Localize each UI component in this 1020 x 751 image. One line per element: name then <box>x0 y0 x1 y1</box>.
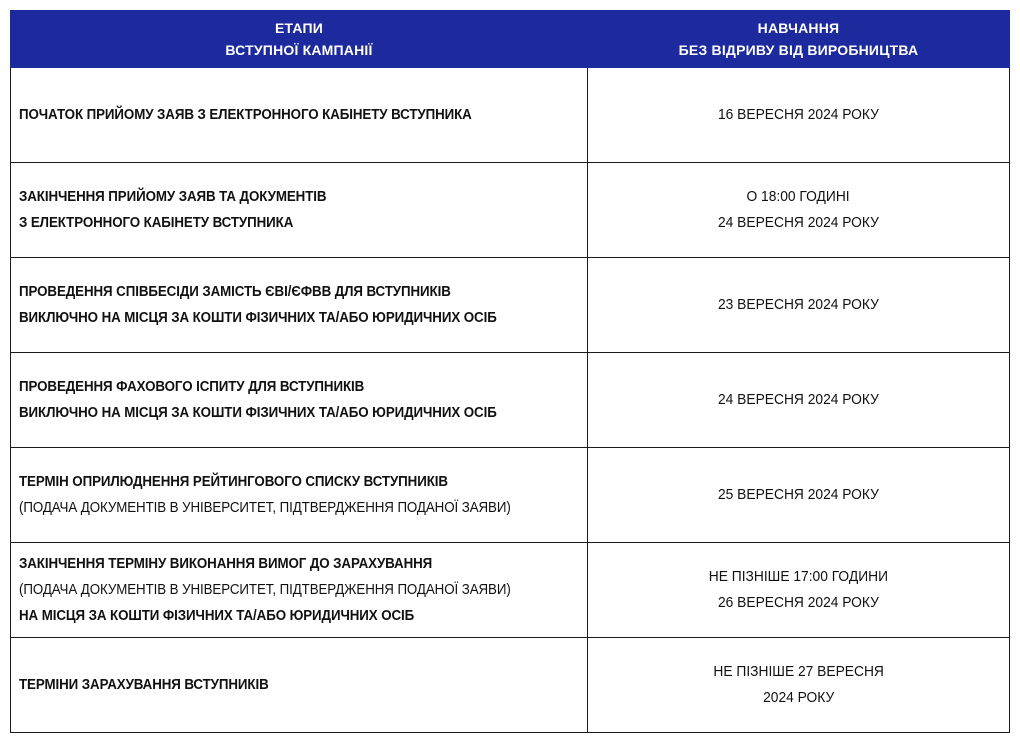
date-text: НЕ ПІЗНІШЕ 27 ВЕРЕСНЯ <box>713 663 884 680</box>
stage-text: ТЕРМІН ОПРИЛЮДНЕННЯ РЕЙТИНГОВОГО СПИСКУ ВСТУПНИКІВ <box>19 474 448 490</box>
header-stages-line1: ЕТАПИ <box>274 20 324 36</box>
table-row <box>11 68 1010 163</box>
header-study-mode-line2: БЕЗ ВІДРИВУ ВІД ВИРОБНИЦТВА <box>678 42 919 58</box>
date-cell <box>588 258 1010 353</box>
stage-text: НА МІСЦЯ ЗА КОШТИ ФІЗИЧНИХ ТА/АБО ЮРИДИЧНИХ ОСІБ <box>19 608 415 624</box>
header-study-mode <box>588 11 1010 68</box>
stage-cell <box>11 448 588 543</box>
date-text: 16 ВЕРЕСНЯ 2024 РОКУ <box>718 106 879 123</box>
date-cell <box>588 163 1010 258</box>
date-text: 23 ВЕРЕСНЯ 2024 РОКУ <box>718 296 879 313</box>
date-text: 24 ВЕРЕСНЯ 2024 РОКУ <box>718 391 879 408</box>
stage-text: ПРОВЕДЕННЯ ФАХОВОГО ІСПИТУ ДЛЯ ВСТУПНИКІВ <box>19 379 365 395</box>
date-text: О 18:00 ГОДИНІ <box>746 188 851 205</box>
header-stages <box>11 11 588 68</box>
date-cell <box>588 448 1010 543</box>
date-cell <box>588 353 1010 448</box>
stage-cell <box>11 353 588 448</box>
table-body <box>11 68 1010 733</box>
stage-text: ПОЧАТОК ПРИЙОМУ ЗАЯВ З ЕЛЕКТРОННОГО КАБІНЕТУ ВСТУПНИКА <box>19 107 472 123</box>
date-cell <box>588 68 1010 163</box>
stage-text: ТЕРМІНИ ЗАРАХУВАННЯ ВСТУПНИКІВ <box>19 677 269 693</box>
admission-schedule-table <box>10 10 1010 733</box>
table-header <box>11 11 1010 68</box>
stage-text: ЗАКІНЧЕННЯ ПРИЙОМУ ЗАЯВ ТА ДОКУМЕНТІВ <box>19 189 327 205</box>
date-text: 25 ВЕРЕСНЯ 2024 РОКУ <box>718 486 879 503</box>
table-row <box>11 638 1010 733</box>
header-row <box>11 11 1010 68</box>
stage-note-text: (ПОДАЧА ДОКУМЕНТІВ В УНІВЕРСИТЕТ, ПІДТВЕРДЖЕННЯ ПОДАНОЇ ЗАЯВИ) <box>19 500 511 516</box>
stage-text: ВИКЛЮЧНО НА МІСЦЯ ЗА КОШТИ ФІЗИЧНИХ ТА/АБО ЮРИДИЧНИХ ОСІБ <box>19 405 497 421</box>
date-text: 2024 РОКУ <box>762 689 835 706</box>
date-cell <box>588 543 1010 638</box>
stage-cell <box>11 543 588 638</box>
table-row <box>11 163 1010 258</box>
date-cell <box>588 638 1010 733</box>
stage-text: ПРОВЕДЕННЯ СПІВБЕСІДИ ЗАМІСТЬ ЄВІ/ЄФВВ ДЛЯ ВСТУПНИКІВ <box>19 284 451 300</box>
stage-text: ВИКЛЮЧНО НА МІСЦЯ ЗА КОШТИ ФІЗИЧНИХ ТА/АБО ЮРИДИЧНИХ ОСІБ <box>19 310 497 326</box>
stage-cell <box>11 68 588 163</box>
stage-cell <box>11 163 588 258</box>
date-text: НЕ ПІЗНІШЕ 17:00 ГОДИНИ <box>708 568 889 585</box>
stage-cell <box>11 258 588 353</box>
table-row <box>11 543 1010 638</box>
admission-schedule-table-wrapper <box>10 10 1009 738</box>
stage-note-text: (ПОДАЧА ДОКУМЕНТІВ В УНІВЕРСИТЕТ, ПІДТВЕРДЖЕННЯ ПОДАНОЇ ЗАЯВИ) <box>19 582 511 598</box>
stage-cell <box>11 638 588 733</box>
header-study-mode-line1: НАВЧАННЯ <box>757 20 840 36</box>
stage-text: ЗАКІНЧЕННЯ ТЕРМІНУ ВИКОНАННЯ ВИМОГ ДО ЗАРАХУВАННЯ <box>19 556 433 572</box>
date-text: 24 ВЕРЕСНЯ 2024 РОКУ <box>718 214 879 231</box>
date-text: 26 ВЕРЕСНЯ 2024 РОКУ <box>718 594 879 611</box>
table-row <box>11 353 1010 448</box>
header-stages-line2: ВСТУПНОЇ КАМПАНІЇ <box>225 42 373 58</box>
table-row <box>11 448 1010 543</box>
stage-text: З ЕЛЕКТРОННОГО КАБІНЕТУ ВСТУПНИКА <box>19 215 294 231</box>
table-row <box>11 258 1010 353</box>
